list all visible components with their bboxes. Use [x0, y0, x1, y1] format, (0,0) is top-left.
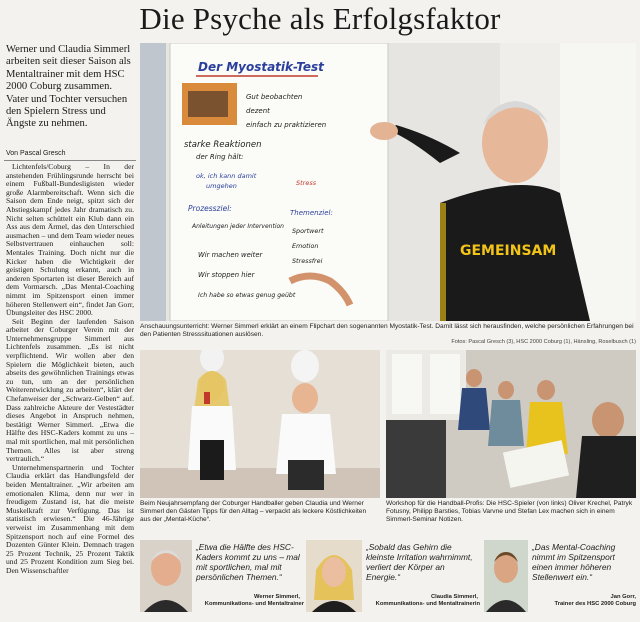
- quote-claudia-name: Claudia Simmerl,: [430, 594, 478, 600]
- flipchart-left-item: Anleitungen jeder Intervention: [192, 223, 284, 230]
- microphone: [204, 392, 210, 404]
- quote-werner-role: Kommunikations- und Mentaltrainer: [204, 601, 304, 607]
- main-photo: [140, 43, 636, 321]
- flipchart-right-item: Emotion: [292, 242, 319, 250]
- flipchart-right-item: Sportwert: [292, 227, 324, 235]
- man-hand: [370, 122, 398, 140]
- flipchart-left-item: Ich habe so etwas genug geübt: [198, 292, 296, 299]
- flipchart-check: einfach zu praktizieren: [246, 121, 327, 129]
- caption-left: Beim Neujahrsempfang der Coburger Handballer geben Claudia und Werner Simmerl den Gästen Tipps für den Alltag – verpackt als leckere Köstlichkeiten aus der „Mental-Küche“.: [140, 500, 367, 523]
- photo-kitchen-scene: [140, 350, 380, 498]
- flipchart-note: ok, ich kann damit: [196, 172, 257, 180]
- quote-claudia: „Sobald das Gehirn die kleinste Irritation wahrnimmt, verliert der Körper an Energie.“: [366, 542, 473, 582]
- main-photo-scene: [140, 43, 636, 321]
- divider: [4, 160, 136, 161]
- caption-right: Workshop für die Handball-Profis: Die HSC-Spieler (von links) Oliver Krechel, Patryk Fotusny, Philipp Barsties, Tobias Varvne und Stefan Lex machen sich in einem Simmerl-Seminar Notizen.: [386, 500, 633, 523]
- caption-main: Anschauungsunterricht: Werner Simmerl erklärt an einem Flipchart den sogenannten Myostatik-Test. Damit lässt sich herausfinden, welche persönlichen Erfahrungen bei den Patienten Stresssituationen auslösen.: [140, 323, 634, 338]
- player-shirt: [576, 436, 636, 498]
- chef-hat: [291, 350, 319, 382]
- quote-werner: „Etwa die Hälfte des HSC-Kaders kommt zu uns – mal mit sportlichen, mal mit persönlichen Themen.“: [196, 542, 300, 582]
- photo-credit: Fotos: Pascal Gresch (3), HSC 2000 Coburg (1), Hänsling, Roselbusch (1): [451, 339, 636, 345]
- flipchart-note: der Ring hält:: [196, 153, 244, 161]
- quote-gorr-role: Trainer des HSC 2000 Coburg: [554, 601, 636, 607]
- flipchart-left-item: Wir stoppen hier: [198, 271, 255, 279]
- flipchart-check: dezent: [246, 107, 270, 115]
- quote-claudia-role: Kommunikations- und Mentaltrainerin: [375, 601, 480, 607]
- flipchart-note: starke Reaktionen: [184, 140, 262, 150]
- shirt-text: GEMEINSAM: [460, 243, 557, 259]
- flipchart-left-item: Wir machen weiter: [198, 251, 263, 259]
- flipchart-right-head: Themenziel:: [290, 209, 333, 217]
- flipchart-left-head: Prozessziel:: [188, 204, 232, 213]
- quote-werner-name: Werner Simmerl,: [254, 594, 300, 600]
- quote-gorr: „Das Mental-Coaching nimmt im Spitzensport einen immer höheren Stellenwert ein.“: [532, 542, 616, 582]
- article-body: [6, 163, 134, 576]
- paragraph: Lichtenfels/Coburg – In der anstehenden Frühlingsrunde herrscht bei einem Fußball-Bundesligisten wieder große Alarmbereitschaft. Wenn sich die Saison dem Ende neigt, spitzt sich der Abstiegskampf jedes Jahr dramatisch zu. Nicht selten schüttelt ein Klub dann ein Ass aus dem Ärmel, das den Unterschied ausmachen – und dem Team wieder neues Selbstvertrauen einhauchen soll: Mentales Training. Doch nicht nur die Kicker haben die Wichtigkeit der geistigen Schulung erkannt, auch in anderen Sportarten ist dieser Bereich auf dem Vormarsch. „Das Mental-Coaching nimmt im Spitzensport einen immer höheren Stellenwert ein“, findet Jan Gorr, Übungsleiter des HSC 2000.: [6, 162, 134, 318]
- flipchart-note: umgehen: [206, 182, 237, 190]
- paragraph: Unternehmenspartnerin und Tochter Claudia erklärt das Handlungsfeld der beiden Mentaltrainer. „Wir arbeiten am emotionalen Klima, denn nur wer in freudigem Zustand ist, hat die meiste Muskelkraft zur Verfügung. Das ist statistisch erwiesen.“ Die 46-Jährige verweist im Zusammenhang mit dem Spitzensport noch auf eine Formel des Dozenten Günter Klein. Demnach tragen 25 Prozent Technik, 25 Prozent Taktik und 25 Prozent Kondition zum Sieg bei. Den Wissenschaftler: [6, 462, 134, 575]
- photo-mental-kitchen: [140, 350, 380, 498]
- byline: Von Pascal Gresch: [6, 150, 66, 157]
- flipchart-stress: Stress: [296, 179, 317, 187]
- player-shirt: [488, 400, 524, 446]
- paragraph: Seit Beginn der laufenden Saison arbeitet der Coburger Verein mit der Unternehmensgruppe Simmerl aus Lichtenfels zusammen. „Es ist nicht verpflichtend. Wir wollen aber den Spielern die Möglichkeit bieten, auch abseits des gewöhnlichen Trainings etwas zu tun, um an der persönlichen Weiterentwicklung zu arbeiten“, klärt der Chefanweiser der „Schwarz-Gelben“ auf. Dass zahlreiche Akteure der Vestestädter dieses Angebot in Anspruch nehmen, bestätigt Werner Simmerl. „Etwa die Hälfte des HSC-Kaders kommt zu uns – mal mit sportlichen, mal mit persönlichen Themen. Alles ist aber streng vertraulich.“: [6, 316, 134, 464]
- photo-workshop-scene: [386, 350, 636, 498]
- headline: Die Psyche als Erfolgsfaktor: [139, 1, 501, 36]
- man-face: [292, 383, 318, 413]
- quote-gorr-name: Jan Gorr,: [610, 594, 636, 600]
- flipchart-title: Der Myostatik-Test: [198, 60, 324, 74]
- player-shirt: [458, 388, 490, 430]
- photo-workshop: [386, 350, 636, 498]
- flipchart-right-item: Stressfrei: [292, 257, 323, 265]
- intro-teaser: Werner und Claudia Simmerl arbeiten seit dieser Saison als Mentaltrainer mit dem HSC 2000 Coburg zusammen. Vater und Tochter versuchen den Spielern Stress und Ängste zu nehmen.: [6, 44, 131, 130]
- flipchart-check: Gut beobachten: [246, 93, 303, 101]
